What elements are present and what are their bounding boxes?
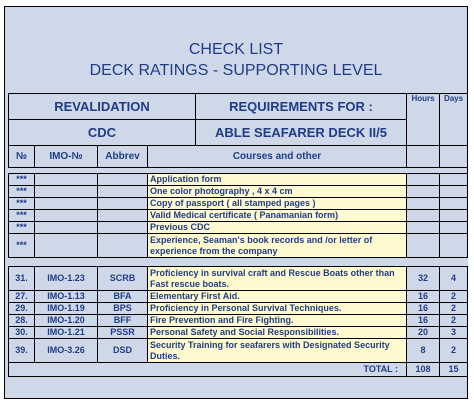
document-days-blank [440, 210, 468, 222]
document-days-blank [440, 198, 468, 210]
course-title: Proficiency in Personal Survival Techniques. [148, 303, 407, 315]
requirements-for-label: REQUIREMENTS FOR : [196, 94, 407, 120]
col-abbrev-header: Abbrev [98, 146, 148, 168]
title-line-1: CHECK LIST [188, 41, 284, 58]
course-abbrev: BFF [98, 315, 148, 327]
course-imo-code: IMO-1.20 [35, 315, 98, 327]
checklist-sheet [4, 6, 468, 399]
document-days-blank [440, 234, 468, 258]
hours-header: Hours [407, 94, 440, 146]
document-row [9, 234, 468, 258]
col-courses-header: Courses and other [148, 146, 407, 168]
document-abbrev-blank [98, 198, 148, 210]
course-days: 2 [440, 339, 468, 363]
course-abbrev: BPS [98, 303, 148, 315]
document-abbrev-blank [98, 210, 148, 222]
requirements-table [8, 173, 468, 377]
document-abbrev-blank [98, 186, 148, 198]
course-abbrev: SCRB [98, 267, 148, 291]
document-marker: *** [9, 174, 35, 186]
document-marker: *** [9, 222, 35, 234]
document-row [9, 210, 468, 222]
course-days: 2 [440, 303, 468, 315]
document-imo-blank [35, 186, 98, 198]
course-row [9, 303, 468, 315]
course-imo-code: IMO-1.21 [35, 327, 98, 339]
document-abbrev-blank [98, 222, 148, 234]
cdc-label: CDC [9, 120, 196, 146]
document-marker: *** [9, 234, 35, 258]
course-days: 2 [440, 315, 468, 327]
course-row [9, 339, 468, 363]
course-abbrev: PSSR [98, 327, 148, 339]
course-row [9, 267, 468, 291]
document-imo-blank [35, 198, 98, 210]
course-abbrev: DSD [98, 339, 148, 363]
revalidation-label: REVALIDATION [9, 94, 196, 120]
course-number: 29. [9, 303, 35, 315]
course-imo-code: IMO-1.23 [35, 267, 98, 291]
document-text: One color photography , 4 x 4 cm [148, 186, 407, 198]
course-title: Proficiency in survival craft and Rescue Boats other than Fast rescue boats. [148, 267, 407, 291]
document-row [9, 198, 468, 210]
course-title: Personal Safety and Social Responsibilities. [148, 327, 407, 339]
document-hours-blank [407, 222, 440, 234]
course-title: Security Training for seafarers with Designated Security Duties. [148, 339, 407, 363]
document-text: Application form [148, 174, 407, 186]
total-hours: 108 [407, 363, 440, 377]
document-hours-blank [407, 174, 440, 186]
document-text: Copy of passport ( all stamped pages ) [148, 198, 407, 210]
position-label: ABLE SEAFARER DECK II/5 [196, 120, 407, 146]
col-hours-header-blank [407, 146, 440, 168]
document-abbrev-blank [98, 234, 148, 258]
document-hours-blank [407, 234, 440, 258]
document-text: Previous CDC [148, 222, 407, 234]
section-spacer [9, 258, 468, 267]
document-marker: *** [9, 186, 35, 198]
total-days: 15 [440, 363, 468, 377]
course-days: 4 [440, 267, 468, 291]
document-marker: *** [9, 198, 35, 210]
course-imo-code: IMO-3.26 [35, 339, 98, 363]
course-title: Fire Prevention and Fire Fighting. [148, 315, 407, 327]
course-row [9, 291, 468, 303]
course-imo-code: IMO-1.13 [35, 291, 98, 303]
document-imo-blank [35, 222, 98, 234]
col-days-header-blank [440, 146, 468, 168]
document-hours-blank [407, 198, 440, 210]
course-title: Elementary First Aid. [148, 291, 407, 303]
course-number: 39. [9, 339, 35, 363]
header-table [8, 93, 468, 146]
document-row [9, 174, 468, 186]
document-text: Valid Medical certificate ( Panamanian form) [148, 210, 407, 222]
course-days: 2 [440, 291, 468, 303]
document-text: Experience, Seaman's book records and /or letter of experience from the company [148, 234, 407, 258]
title-line-2: DECK RATINGS - SUPPORTING LEVEL [89, 62, 383, 79]
column-header-table [8, 145, 468, 168]
document-marker: *** [9, 210, 35, 222]
document-abbrev-blank [98, 174, 148, 186]
document-hours-blank [407, 186, 440, 198]
course-abbrev: BFA [98, 291, 148, 303]
course-hours: 32 [407, 267, 440, 291]
document-imo-blank [35, 174, 98, 186]
checklist-title [5, 39, 467, 81]
course-days: 3 [440, 327, 468, 339]
course-number: 27. [9, 291, 35, 303]
document-row [9, 222, 468, 234]
course-number: 31. [9, 267, 35, 291]
col-imo-header: IMO-№ [35, 146, 98, 168]
course-number: 30. [9, 327, 35, 339]
days-header: Days [440, 94, 468, 146]
col-no-header: № [9, 146, 35, 168]
course-hours: 16 [407, 291, 440, 303]
document-days-blank [440, 186, 468, 198]
course-hours: 20 [407, 327, 440, 339]
document-hours-blank [407, 210, 440, 222]
document-imo-blank [35, 210, 98, 222]
course-imo-code: IMO-1.19 [35, 303, 98, 315]
total-row [9, 363, 468, 377]
course-hours: 16 [407, 303, 440, 315]
course-row [9, 315, 468, 327]
document-days-blank [440, 174, 468, 186]
document-days-blank [440, 222, 468, 234]
course-hours: 16 [407, 315, 440, 327]
total-label: TOTAL : [9, 363, 407, 377]
document-imo-blank [35, 234, 98, 258]
course-number: 28. [9, 315, 35, 327]
course-row [9, 327, 468, 339]
document-row [9, 186, 468, 198]
course-hours: 8 [407, 339, 440, 363]
